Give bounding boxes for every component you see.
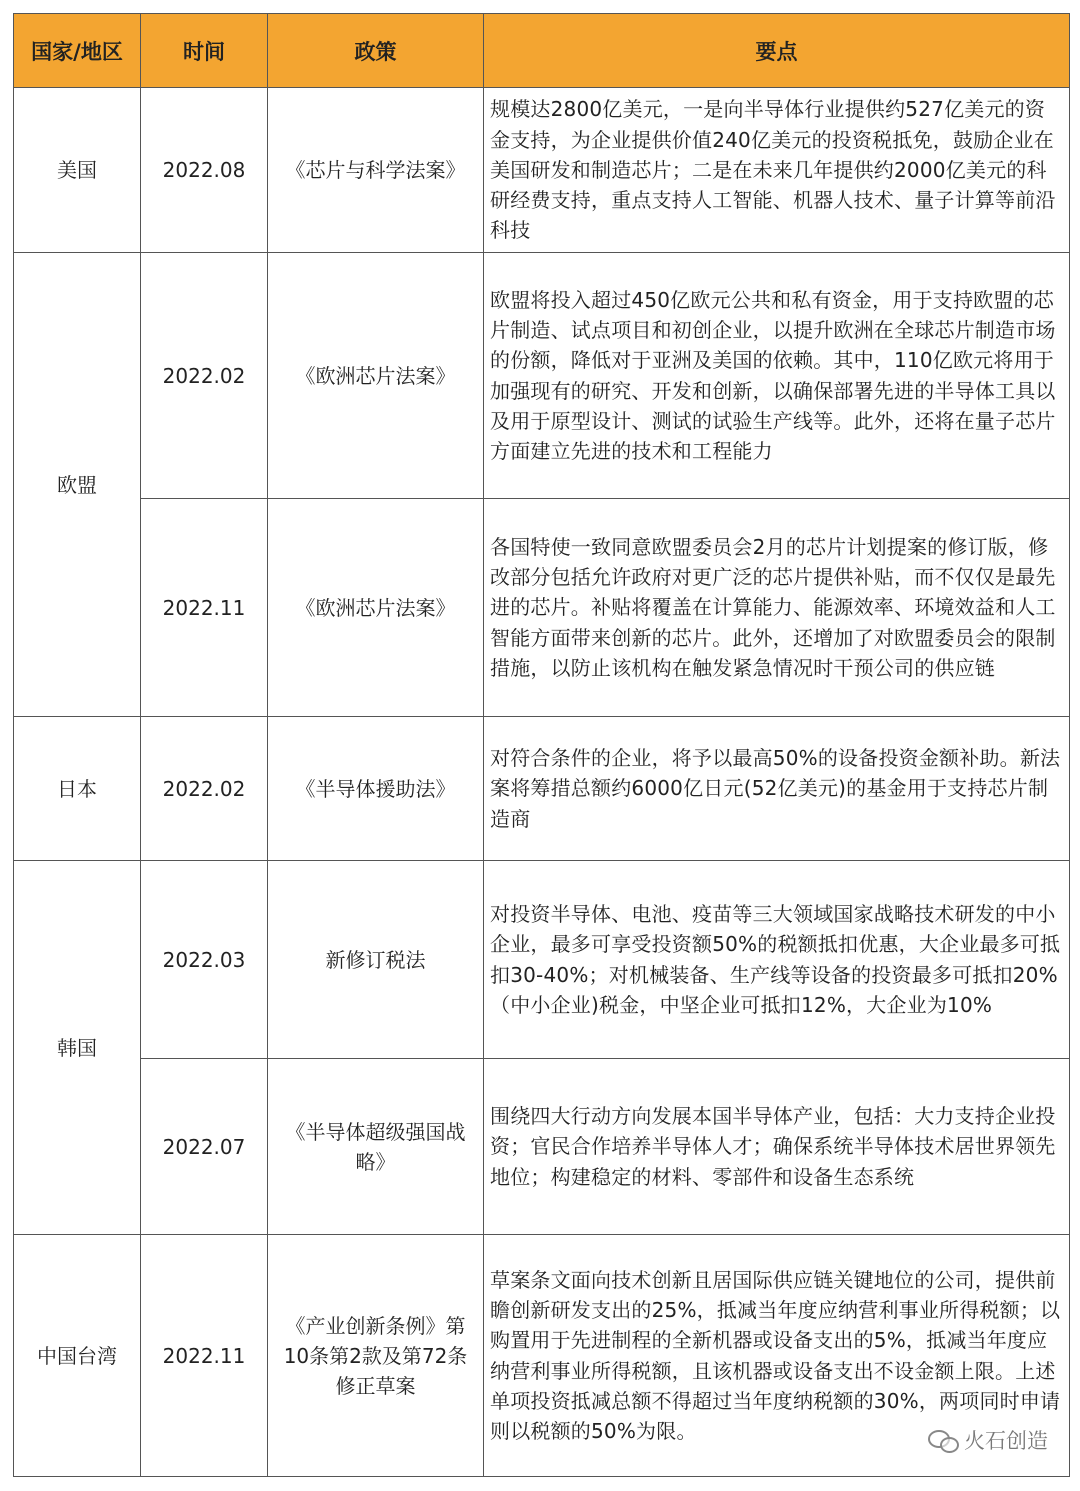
policy-cell: 《产业创新条例》第10条第2款及第72条修正草案 (268, 1235, 484, 1477)
table-row-korea-2 (14, 1059, 1070, 1235)
header-policy: 政策 (268, 14, 484, 88)
date-cell: 2022.02 (141, 717, 268, 861)
points-cell: 规模达2800亿美元，一是向半导体行业提供约527亿美元的资金支持，为企业提供价值240亿美元的投资税抵免，鼓励企业在美国研发和制造芯片；二是在未来几年提供约2000亿美元的科研经费支持，重点支持人工智能、机器人技术、量子计算等前沿科技 (484, 88, 1070, 253)
header-points: 要点 (484, 14, 1070, 88)
policy-cell: 新修订税法 (268, 861, 484, 1059)
policy-table (13, 13, 1070, 1477)
date-cell: 2022.02 (141, 253, 268, 499)
policy-cell: 《半导体超级强国战略》 (268, 1059, 484, 1235)
table-row-taiwan (14, 1235, 1070, 1477)
country-cell: 中国台湾 (14, 1235, 141, 1477)
country-cell: 韩国 (14, 861, 141, 1235)
date-cell: 2022.11 (141, 499, 268, 717)
policy-cell: 《欧洲芯片法案》 (268, 499, 484, 717)
points-cell: 对符合条件的企业，将予以最高50%的设备投资金额补助。新法案将筹措总额约6000亿日元(52亿美元)的基金用于支持芯片制造商 (484, 717, 1070, 861)
points-cell: 围绕四大行动方向发展本国半导体产业，包括：大力支持企业投资；官民合作培养半导体人才；确保系统半导体技术居世界领先地位；构建稳定的材料、零部件和设备生态系统 (484, 1059, 1070, 1235)
country-cell: 日本 (14, 717, 141, 861)
date-cell: 2022.03 (141, 861, 268, 1059)
wechat-icon (928, 1428, 958, 1452)
table-row-eu-2 (14, 499, 1070, 717)
date-cell: 2022.07 (141, 1059, 268, 1235)
points-cell: 各国特使一致同意欧盟委员会2月的芯片计划提案的修订版，修改部分包括允许政府对更广泛的芯片提供补贴，而不仅仅是最先进的芯片。补贴将覆盖在计算能力、能源效率、环境效益和人工智能方面带来创新的芯片。此外，还增加了对欧盟委员会的限制措施，以防止该机构在触发紧急情况时干预公司的供应链 (484, 499, 1070, 717)
header-date: 时间 (141, 14, 268, 88)
date-cell: 2022.08 (141, 88, 268, 253)
date-cell: 2022.11 (141, 1235, 268, 1477)
policy-cell: 《半导体援助法》 (268, 717, 484, 861)
table-header-row (14, 14, 1070, 88)
points-cell: 对投资半导体、电池、疫苗等三大领域国家战略技术研发的中小企业，最多可享受投资额50%的税额抵扣优惠，大企业最多可抵扣30-40%；对机械装备、生产线等设备的投资最多可抵扣20%（中小企业)税金，中坚企业可抵扣12%，大企业为10% (484, 861, 1070, 1059)
policy-cell: 《芯片与科学法案》 (268, 88, 484, 253)
wechat-watermark (928, 1425, 1048, 1455)
points-cell: 欧盟将投入超过450亿欧元公共和私有资金，用于支持欧盟的芯片制造、试点项目和初创企业，以提升欧洲在全球芯片制造市场的份额，降低对于亚洲及美国的依赖。其中，110亿欧元将用于加强现有的研究、开发和创新，以确保部署先进的半导体工具以及用于原型设计、测试的试验生产线等。此外，还将在量子芯片方面建立先进的技术和工程能力 (484, 253, 1070, 499)
table-row-korea-1 (14, 861, 1070, 1059)
country-cell: 欧盟 (14, 253, 141, 717)
watermark-label: 火石创造 (964, 1429, 1048, 1453)
header-country: 国家/地区 (14, 14, 141, 88)
table-row-japan (14, 717, 1070, 861)
table-row-usa (14, 88, 1070, 253)
table-row-eu-1 (14, 253, 1070, 499)
points-cell: 草案条文面向技术创新且居国际供应链关键地位的公司，提供前瞻创新研发支出的25%，抵减当年度应纳营利事业所得税额；以购置用于先进制程的全新机器或设备支出的5%，抵减当年度应纳营利事业所得税额，且该机器或设备支出不设金额上限。上述单项投资抵减总额不得超过当年度纳税额的30%，两项同时申请则以税额的50%为限。 (484, 1235, 1070, 1477)
policy-cell: 《欧洲芯片法案》 (268, 253, 484, 499)
country-cell: 美国 (14, 88, 141, 253)
